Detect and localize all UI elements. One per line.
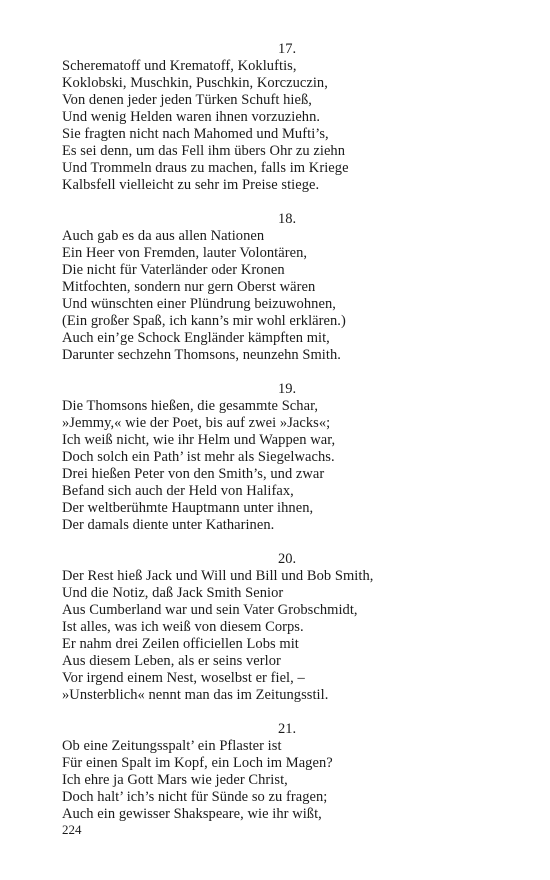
verse-line: Ich ehre ja Gott Mars wie jeder Christ, [62, 772, 288, 788]
stanza-17 [62, 41, 502, 194]
verse-line: Aus diesem Leben, als er seins verlor [62, 653, 281, 669]
stanza-19 [62, 381, 502, 534]
stanza-number: 17. [277, 41, 297, 57]
verse-line: Doch solch ein Path’ ist mehr als Siegelwachs. [62, 449, 335, 465]
page-number: 224 [62, 822, 82, 837]
verse-line: Mitfochten, sondern nur gern Oberst wären [62, 279, 316, 295]
poem-text [62, 41, 502, 840]
verse-line: Ein Heer von Fremden, lauter Volontären, [62, 245, 308, 261]
verse-line: Scherematoff und Krematoff, Kokluftis, [62, 58, 297, 74]
verse-line: Befand sich auch der Held von Halifax, [62, 483, 294, 499]
stanza-21 [62, 721, 502, 823]
verse-line: Ist alles, was ich weiß von diesem Corps. [62, 619, 304, 635]
verse-line: Ob eine Zeitungsspalt’ ein Pflaster ist [62, 738, 282, 754]
stanza-20 [62, 551, 502, 704]
verse-line: Und wünschten einer Plündrung beizuwohnen, [62, 296, 336, 312]
verse-line: Der Rest hieß Jack und Will und Bill und Bob Smith, [62, 568, 374, 584]
verse-line: Es sei denn, um das Fell ihm übers Ohr zu ziehn [62, 143, 346, 159]
verse-line: »Jemmy,« wie der Poet, bis auf zwei »Jacks«; [62, 415, 331, 431]
stanza-number: 18. [277, 211, 297, 227]
verse-line: Koklobski, Muschkin, Puschkin, Korczuczin, [62, 75, 328, 91]
verse-line: Und die Notiz, daß Jack Smith Senior [62, 585, 284, 601]
verse-line: »Unsterblich« nennt man das im Zeitungsstil. [62, 687, 329, 703]
verse-line: Auch ein’ge Schock Engländer kämpften mit, [62, 330, 330, 346]
verse-line: Vor irgend einem Nest, woselbst er fiel, – [62, 670, 305, 686]
stanza-18 [62, 211, 502, 364]
verse-line: Und wenig Helden waren ihnen vorzuziehn. [62, 109, 321, 125]
verse-line: Er nahm drei Zeilen officiellen Lobs mit [62, 636, 299, 652]
verse-line: Doch halt’ ich’s nicht für Sünde so zu fragen; [62, 789, 328, 805]
verse-line: Kalbsfell vielleicht zu sehr im Preise stiege. [62, 177, 320, 193]
verse-line: Drei hießen Peter von den Smith’s, und zwar [62, 466, 325, 482]
stanza-number: 21. [277, 721, 297, 737]
verse-line: Von denen jeder jeden Türken Schuft hieß, [62, 92, 312, 108]
stanza-number: 19. [277, 381, 297, 397]
verse-line: Die nicht für Vaterländer oder Kronen [62, 262, 285, 278]
verse-line: Für einen Spalt im Kopf, ein Loch im Magen? [62, 755, 333, 771]
verse-line: (Ein großer Spaß, ich kann’s mir wohl erklären.) [62, 313, 346, 329]
verse-line: Sie fragten nicht nach Mahomed und Mufti’s, [62, 126, 329, 142]
verse-line: Auch ein gewisser Shakspeare, wie ihr wißt, [62, 806, 322, 822]
verse-line: Und Trommeln draus zu machen, falls im Kriege [62, 160, 349, 176]
verse-line: Aus Cumberland war und sein Vater Grobschmidt, [62, 602, 358, 618]
verse-line: Die Thomsons hießen, die gesammte Schar, [62, 398, 319, 414]
verse-line: Darunter sechzehn Thomsons, neunzehn Smith. [62, 347, 341, 363]
stanza-number: 20. [277, 551, 297, 567]
verse-line: Der weltberühmte Hauptmann unter ihnen, [62, 500, 314, 516]
verse-line: Der damals diente unter Katharinen. [62, 517, 275, 533]
verse-line: Ich weiß nicht, wie ihr Helm und Wappen war, [62, 432, 336, 448]
verse-line: Auch gab es da aus allen Nationen [62, 228, 265, 244]
